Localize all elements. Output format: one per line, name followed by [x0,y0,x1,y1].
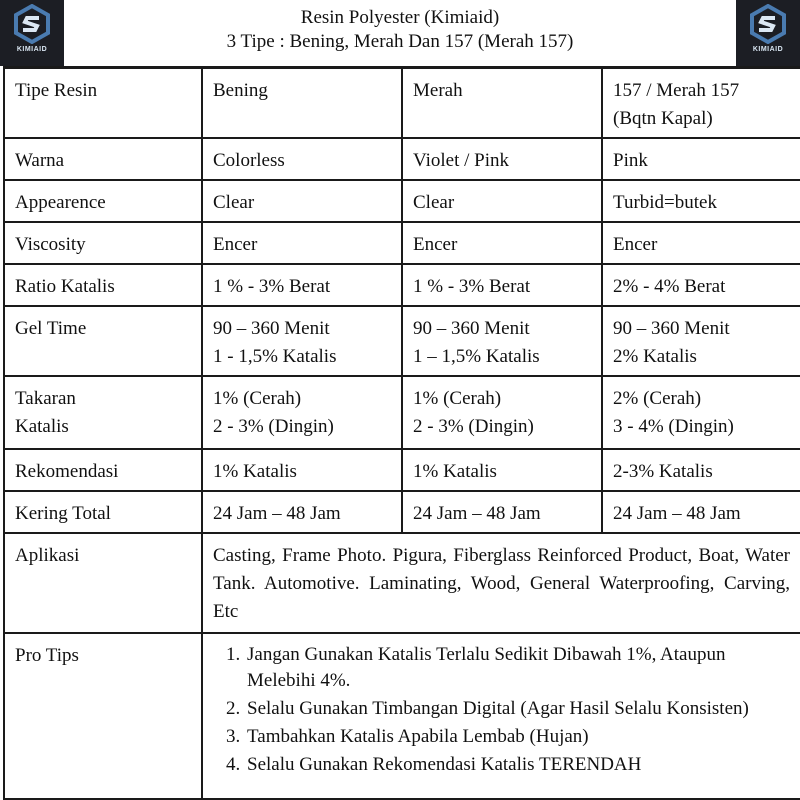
pro-tips-list [213,642,790,778]
row-label: Aplikasi [4,533,202,633]
table-row-gel-time [4,306,800,376]
cell-bening: Bening [202,68,402,139]
cell-157 [602,68,800,139]
hexagon-s-logo-icon [748,4,788,44]
logo-left [0,0,64,66]
cell-line: 90 – 360 Menit [413,318,530,339]
row-label: Viscosity [4,222,202,264]
cell-157: 24 Jam – 48 Jam [602,491,800,533]
cell-line: 1% (Cerah) [413,388,502,409]
row-label: Gel Time [4,306,202,376]
title-block [64,6,736,54]
pro-tips-cell [202,633,800,799]
row-label-line: Takaran [15,388,76,409]
cell-bening: Clear [202,180,402,222]
cell-line: 2 - 3% (Dingin) [213,416,334,437]
cell-merah: 1 % - 3% Berat [402,264,602,306]
cell-bening: Colorless [202,138,402,180]
logo-right [736,0,800,66]
cell-bening: 1% Katalis [202,449,402,491]
cell-bening: 1 % - 3% Berat [202,264,402,306]
cell-merah [402,306,602,376]
cell-157: Encer [602,222,800,264]
cell-line: 1% (Cerah) [213,388,302,409]
table-row-tipe [4,68,800,139]
table-row-kering-total [4,491,800,533]
cell-merah [402,376,602,449]
table-row-takaran-katalis [4,376,800,449]
table-row-ratio-katalis [4,264,800,306]
cell-157: 2% - 4% Berat [602,264,800,306]
row-label [4,376,202,449]
list-item: 2. Selalu Gunakan Timbangan Digital (Agar Hasil Selalu Konsisten) [245,696,790,722]
table-row-aplikasi [4,533,800,633]
page-subtitle: 3 Tipe : Bening, Merah Dan 157 (Merah 157) [226,31,574,52]
cell-line: 3 - 4% (Dingin) [613,416,734,437]
cell-bening [202,376,402,449]
row-label-line: Katalis [15,416,69,437]
cell-line: 90 – 360 Menit [213,318,330,339]
list-item: 4. Selalu Gunakan Rekomendasi Katalis TERENDAH [245,752,790,778]
header [0,0,800,66]
cell-bening [202,306,402,376]
cell-merah: Violet / Pink [402,138,602,180]
cell-merah: Merah [402,68,602,139]
hexagon-s-logo-icon [12,4,52,44]
row-label: Kering Total [4,491,202,533]
cell-merah: Clear [402,180,602,222]
cell-157 [602,306,800,376]
resin-spec-table [3,66,800,800]
row-label: Pro Tips [4,633,202,799]
cell-157-line1: 157 / Merah 157 [613,80,740,101]
row-label: Warna [4,138,202,180]
cell-157: Turbid=butek [602,180,800,222]
cell-line: 1 – 1,5% Katalis [413,346,540,367]
table-row-viscosity [4,222,800,264]
cell-line: 1 - 1,5% Katalis [213,346,337,367]
cell-157: Pink [602,138,800,180]
cell-line: 2 - 3% (Dingin) [413,416,534,437]
row-label: Rekomendasi [4,449,202,491]
aplikasi-text: Casting, Frame Photo. Pigura, Fiberglass Reinforced Product, Boat, Water Tank. Automotive. Laminating, Wood, General Waterproofing, Carving, Etc [202,533,800,633]
cell-bening: Encer [202,222,402,264]
cell-157: 2-3% Katalis [602,449,800,491]
cell-bening: 24 Jam – 48 Jam [202,491,402,533]
list-item: 3. Tambahkan Katalis Apabila Lembab (Hujan) [245,724,790,750]
cell-line: 90 – 360 Menit [613,318,730,339]
table-row-pro-tips [4,633,800,799]
cell-merah: 24 Jam – 48 Jam [402,491,602,533]
row-label: Tipe Resin [4,68,202,139]
row-label: Ratio Katalis [4,264,202,306]
cell-157-line2: (Bqtn Kapal) [613,108,713,129]
list-item: 1. Jangan Gunakan Katalis Terlalu Sedikit Dibawah 1%, Ataupun Melebihi 4%. [245,642,790,694]
cell-line: 2% (Cerah) [613,388,702,409]
table-row-appearence [4,180,800,222]
cell-line: 2% Katalis [613,346,697,367]
page-title: Resin Polyester (Kimiaid) [300,7,500,28]
cell-157 [602,376,800,449]
cell-merah: 1% Katalis [402,449,602,491]
logo-left-text: KIMIAID [16,46,48,53]
cell-merah: Encer [402,222,602,264]
table-row-rekomendasi [4,449,800,491]
row-label: Appearence [4,180,202,222]
table-row-warna [4,138,800,180]
logo-right-text: KIMIAID [752,46,784,53]
